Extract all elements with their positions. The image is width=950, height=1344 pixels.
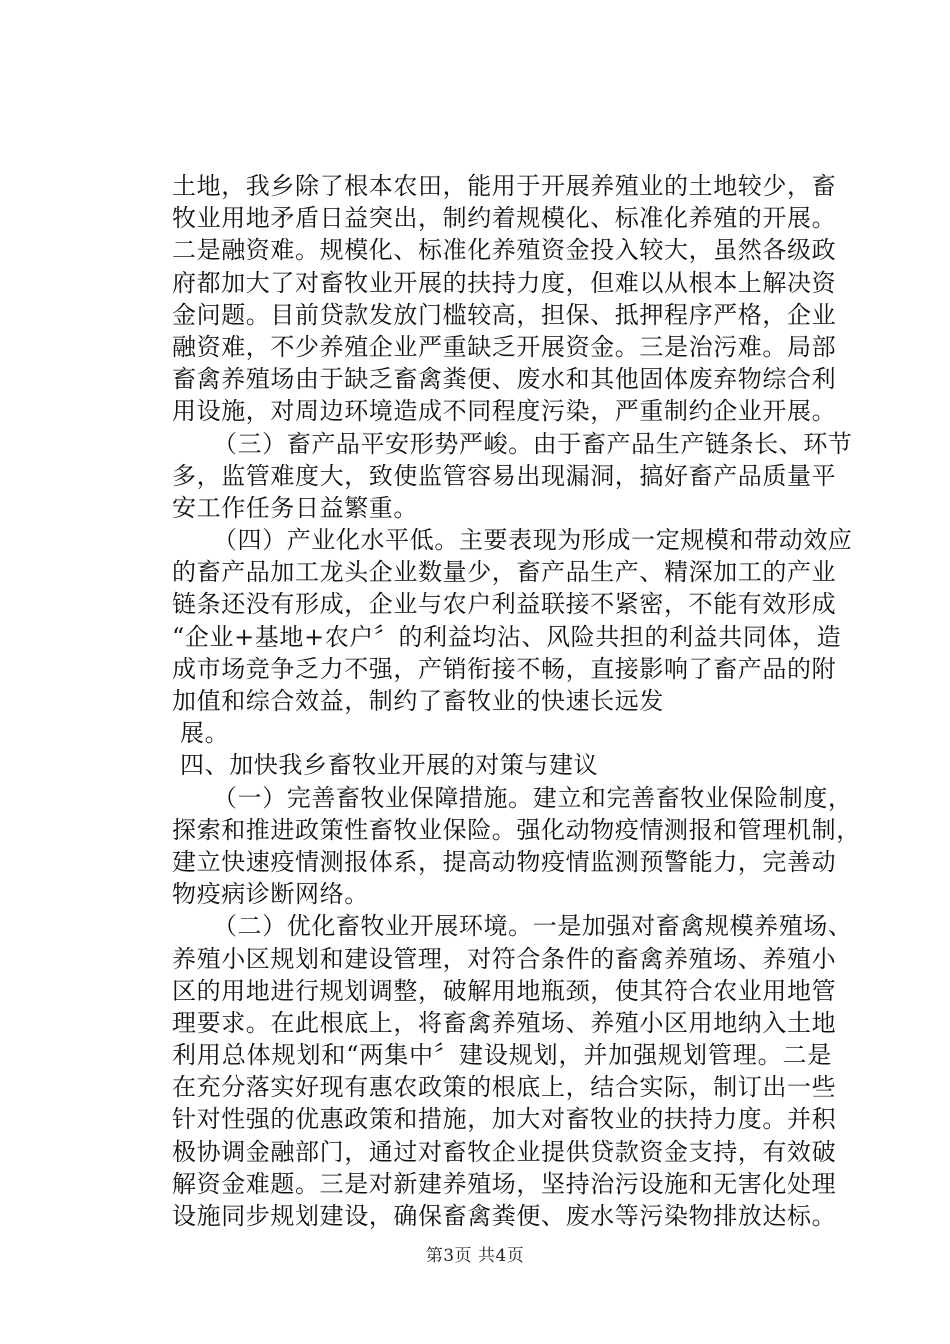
text-line: 畜禽养殖场由于缺乏畜禽粪便、废水和其他固体废弃物综合利: [172, 365, 837, 394]
text-line: 用设施，对周边环境造成不同程度污染，严重制约企业开展。: [172, 397, 837, 426]
text-line: 设施同步规划建设，确保畜禽粪便、废水等污染物排放达标。: [172, 1202, 837, 1230]
text-line: 多，监管难度大，致使监管容易出现漏洞，搞好畜产品质量平: [172, 461, 837, 490]
document-body: [172, 170, 861, 1232]
text-line: 安工作任务日益繁重。: [172, 493, 418, 522]
text-line: 在充分落实好现有惠农政策的根底上，结合实际，制订出一些: [172, 1073, 837, 1102]
text-line: 金问题。目前贷款发放门槛较高，担保、抵押程序严格，企业: [172, 300, 837, 329]
paragraph-start-line: （二）优化畜牧业开展环境。一是加强对畜禽规模养殖场、: [180, 912, 853, 941]
text-line: 解资金难题。三是对新建养殖场，坚持治污设施和无害化处理: [172, 1169, 837, 1198]
paragraph-start-line: （四）产业化水平低。主要表现为形成一定规模和带动效应: [180, 526, 853, 555]
text-line: 的畜产品加工龙头企业数量少，畜产品生产、精深加工的产业: [172, 558, 837, 587]
text-line: 养殖小区规划和建设管理，对符合条件的畜禽养殖场、养殖小: [172, 944, 837, 973]
text-line: 二是融资难。规模化、标准化养殖资金投入较大，虽然各级政: [172, 236, 837, 265]
text-line: 物疫病诊断网络。: [172, 880, 369, 909]
text-line: 成市场竞争乏力不强，产销衔接不畅，直接影响了畜产品的附: [172, 654, 837, 683]
text-line: 理要求。在此根底上，将畜禽养殖场、养殖小区用地纳入土地: [172, 1008, 837, 1037]
text-line: 牧业用地矛盾日益突出，制约着规模化、标准化养殖的开展。: [172, 204, 837, 233]
text-line: 府都加大了对畜牧业开展的扶持力度，但难以从根本上解决资: [172, 268, 837, 297]
text-line: 针对性强的优惠政策和措施，加大对畜牧业的扶持力度。并积: [172, 1105, 837, 1134]
text-line: 区的用地进行规划调整，破解用地瓶颈，使其符合农业用地管: [172, 976, 837, 1005]
text-line: 建立快速疫情测报体系，提高动物疫情监测预警能力，完善动: [172, 847, 837, 876]
text-line: “企业+基地+农户〞的利益均沾、风险共担的利益共同体，造: [172, 622, 842, 651]
text-line: 极协调金融部门，通过对畜牧企业提供贷款资金支持，有效破: [172, 1137, 837, 1166]
text-line: 融资难，不少养殖企业严重缺乏开展资金。三是治污难。局部: [172, 332, 837, 361]
text-line: 链条还没有形成，企业与农户利益联接不紧密，不能有效形成: [172, 590, 837, 619]
text-line: 利用总体规划和“两集中〞建设规划，并加强规划管理。二是: [172, 1041, 832, 1070]
text-line: 加值和综合效益，制约了畜牧业的快速长远发: [172, 687, 664, 715]
paragraph-start-line: （三）畜产品平安形势严峻。由于畜产品生产链条长、环节: [180, 429, 853, 458]
page-number: 第3页 共4页: [425, 1246, 525, 1266]
page-footer: [0, 1246, 950, 1266]
text-line: 探索和推进政策性畜牧业保险。强化动物疫情测报和管理机制，: [172, 815, 861, 844]
section-heading: 四、加快我乡畜牧业开展的对策与建议: [180, 751, 599, 780]
text-line: 土地，我乡除了根本农田，能用于开展养殖业的土地较少，畜: [172, 172, 837, 200]
paragraph-start-line: （一）完善畜牧业保障措施。建立和完善畜牧业保险制度，: [180, 783, 853, 812]
text-line: 展。: [180, 719, 230, 748]
